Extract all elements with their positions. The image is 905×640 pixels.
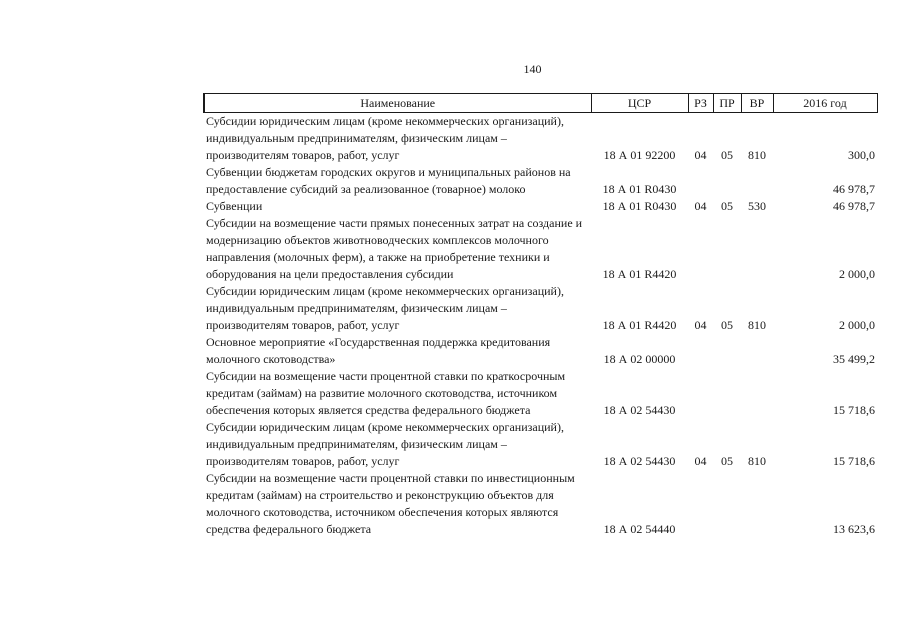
header-csr: ЦСР: [591, 94, 688, 113]
row-amount: 2 000,0: [839, 318, 875, 332]
row-pr: 05: [721, 199, 733, 213]
table-row: [204, 419, 877, 470]
row-vr: 810: [748, 454, 766, 468]
row-rz: [688, 334, 713, 368]
row-vr: 530: [748, 199, 766, 213]
row-pr: 05: [721, 454, 733, 468]
row-csr: 18 А 02 54440: [603, 522, 676, 536]
row-amount: 46 978,7: [833, 199, 875, 213]
row-name: Субсидии юридическим лицам (кроме некоммерческих организаций), индивидуальным предпринимателям, физическим лицам – производителям товаров, работ, услуг: [206, 114, 564, 162]
table-row: [204, 164, 877, 198]
table-header: [204, 94, 877, 113]
header-vr: ВР: [741, 94, 773, 113]
row-name: Субсидии на возмещение части процентной ставки по краткосрочным кредитам (займам) на развитие молочного скотоводства, источником обеспечения которых является средства федерального бюджета: [206, 369, 566, 417]
table-row: [204, 470, 877, 538]
row-vr: [741, 368, 773, 419]
row-csr: 18 А 01 R4420: [602, 267, 677, 281]
row-csr: 18 А 02 54430: [603, 454, 676, 468]
row-rz: 04: [694, 148, 707, 162]
row-rz: 04: [694, 199, 707, 213]
row-vr: [741, 334, 773, 368]
row-rz: [688, 470, 713, 538]
row-amount: 46 978,7: [833, 182, 875, 196]
row-amount: 13 623,6: [833, 522, 875, 536]
row-rz: [688, 164, 713, 198]
row-csr: 18 А 01 R4420: [602, 318, 677, 332]
table-row: [204, 283, 877, 334]
row-name: Субсидии юридическим лицам (кроме некоммерческих организаций), индивидуальным предпринимателям, физическим лицам – производителям товаров, работ, услуг: [206, 284, 564, 332]
table-row: [204, 113, 877, 165]
row-vr: [741, 470, 773, 538]
table-body: [204, 113, 877, 539]
header-row: [204, 94, 877, 113]
row-pr: [713, 368, 741, 419]
header-name: Наименование: [204, 94, 591, 113]
row-csr: 18 А 01 92200: [603, 148, 676, 162]
header-year: 2016 год: [773, 94, 877, 113]
header-rz: РЗ: [688, 94, 713, 113]
row-csr: 18 А 01 R0430: [602, 199, 677, 213]
row-rz: [688, 368, 713, 419]
row-rz: [688, 215, 713, 283]
row-pr: [713, 215, 741, 283]
page-number: 140: [523, 62, 542, 76]
row-vr: [741, 164, 773, 198]
row-pr: [713, 334, 741, 368]
row-name: Субсидии на возмещение части процентной ставки по инвестиционным кредитам (займам) на строительство и реконструкцию объектов для молочного скотоводства, источником обеспечения которых являются средства федерального бюджета: [206, 471, 575, 536]
table-row: [204, 334, 877, 368]
row-vr: [741, 215, 773, 283]
table-row: [204, 198, 877, 215]
row-vr: 810: [748, 318, 766, 332]
row-pr: 05: [721, 148, 733, 162]
row-name: Субвенции бюджетам городских округов и муниципальных районов на предоставление субсидий за реализованное (товарное) молоко: [206, 165, 571, 196]
budget-table: [203, 93, 878, 538]
row-pr: [713, 470, 741, 538]
row-vr: 810: [748, 148, 766, 162]
row-pr: [713, 164, 741, 198]
table-row: [204, 368, 877, 419]
row-csr: 18 А 02 00000: [603, 352, 676, 366]
row-name: Основное мероприятие «Государственная поддержка кредитования молочного скотоводства»: [206, 335, 551, 366]
row-amount: 2 000,0: [839, 267, 875, 281]
row-name: Субсидии юридическим лицам (кроме некоммерческих организаций), индивидуальным предпринимателям, физическим лицам – производителям товаров, работ, услуг: [206, 420, 564, 468]
row-name: Субсидии на возмещение части прямых понесенных затрат на создание и модернизацию объектов животноводческих комплексов молочного направления (молочных ферм), а также на приобретение техники и оборудования на цели предоставления субсидии: [206, 216, 583, 281]
row-pr: 05: [721, 318, 733, 332]
row-amount: 15 718,6: [833, 454, 875, 468]
row-rz: 04: [694, 454, 707, 468]
row-rz: 04: [694, 318, 707, 332]
row-amount: 35 499,2: [833, 352, 875, 366]
row-amount: 15 718,6: [833, 403, 875, 417]
row-csr: 18 А 01 R0430: [602, 182, 677, 196]
row-amount: 300,0: [848, 148, 875, 162]
header-pr: ПР: [713, 94, 741, 113]
row-name: Субвенции: [206, 199, 263, 213]
table-row: [204, 215, 877, 283]
row-csr: 18 А 02 54430: [603, 403, 676, 417]
